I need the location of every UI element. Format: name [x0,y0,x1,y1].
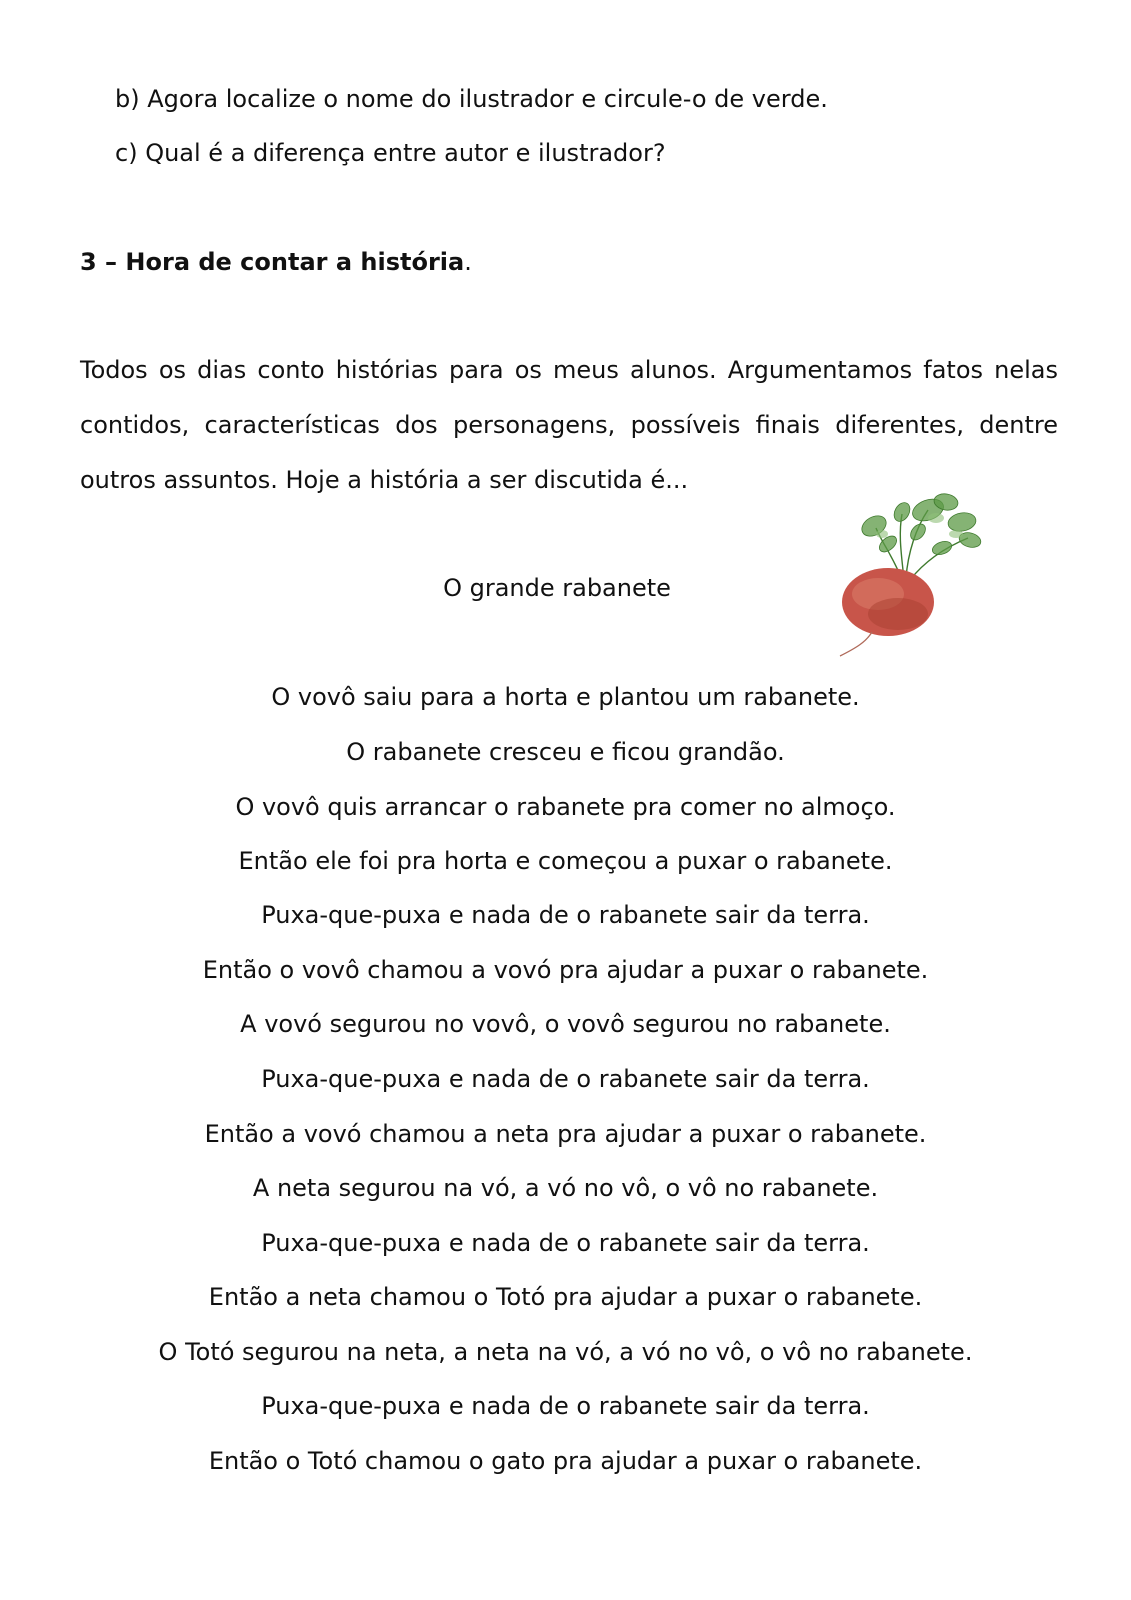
story-line: O Totó segurou na neta, a neta na vó, a vó no vô, o vô no rabanete. [158,1338,973,1366]
story-line: O vovô quis arrancar o rabanete pra comer no almoço. [235,793,896,821]
story-line: Então o vovô chamou a vovó pra ajudar a puxar o rabanete. [202,956,929,984]
story-line: Então a vovó chamou a neta pra ajudar a puxar o rabanete. [204,1120,927,1148]
story-line: Puxa-que-puxa e nada de o rabanete sair da terra. [261,1065,870,1093]
question-c: c) Qual é a diferença entre autor e ilustrador? [115,139,666,167]
story-line: O vovô saiu para a horta e plantou um rabanete. [271,683,860,711]
story-line: Puxa-que-puxa e nada de o rabanete sair da terra. [261,1392,870,1420]
section-heading-period: . [464,248,472,276]
intro-line-3: outros assuntos. Hoje a história a ser discutida é... [80,466,689,494]
story-line: Então ele foi pra horta e começou a puxar o rabanete. [238,847,893,875]
intro-line-1: Todos os dias conto histórias para os meus alunos. Argumentamos fatos nelas [80,356,1058,384]
story-line: Então a neta chamou o Totó pra ajudar a puxar o rabanete. [208,1283,923,1311]
story-line: A neta segurou na vó, a vó no vô, o vô no rabanete. [252,1174,879,1202]
story-line: O rabanete cresceu e ficou grandão. [346,738,785,766]
story-line: Então o Totó chamou o gato pra ajudar a puxar o rabanete. [208,1447,923,1475]
section-heading [80,247,472,277]
story-line: Puxa-que-puxa e nada de o rabanete sair da terra. [261,1229,870,1257]
story-line: A vovó segurou no vovô, o vovô segurou no rabanete. [240,1010,891,1038]
story-title: O grande rabanete [443,574,671,602]
story-line: Puxa-que-puxa e nada de o rabanete sair da terra. [261,901,870,929]
section-heading-text: 3 – Hora de contar a história [80,248,465,276]
question-b: b) Agora localize o nome do ilustrador e circule-o de verde. [115,85,828,113]
intro-line-2: contidos, características dos personagens, possíveis finais diferentes, dentre [80,411,1058,439]
